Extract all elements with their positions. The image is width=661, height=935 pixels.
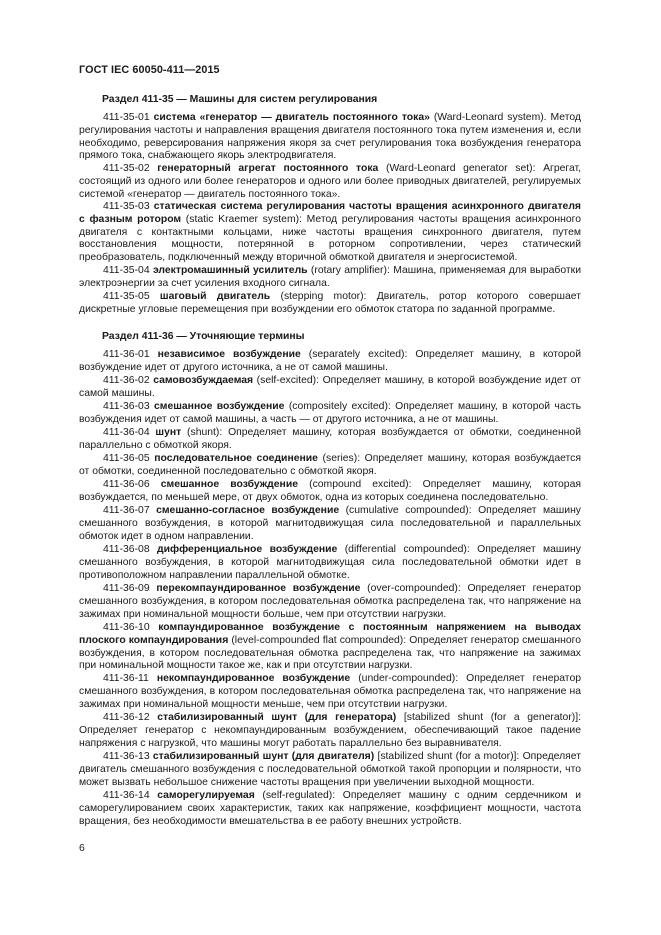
entry-text: (self-excited): Определяет машину, в которой возбуждение идет от самой машины.	[79, 375, 581, 399]
entry-term: стабилизированный шунт (для генератора)	[157, 712, 397, 723]
entry-term: саморегулируемая	[157, 790, 255, 801]
entry-text: [stabilized shunt (for a generator)]: Определяет генератор с некомпаундированным возбуждением, обеспечивающий такое падение напряжения с нагрузкой, что машины могут работать параллельно без выравнивателя.	[79, 712, 581, 749]
entry-number: 411-36-12	[103, 712, 150, 723]
entry-term: электромашинный усилитель	[152, 265, 308, 276]
entry-term: статическая система регулирования частоты вращения асинхронного двигателя с фазным ротором	[79, 201, 581, 225]
entry-number: 411-36-03	[103, 401, 150, 412]
entry-number: 411-36-11	[103, 673, 149, 684]
entry-number: 411-36-05	[103, 453, 150, 464]
entry-411-36-14	[79, 790, 581, 828]
entry-text: (Ward-Leonard generator set): Агрегат, состоящий из одного или более генераторов и одного или более приводных двигателей, регулируемых системой «генератор — двигатель постоянного тока».	[79, 163, 581, 200]
entry-411-36-02	[79, 375, 581, 401]
entry-411-36-07	[79, 505, 581, 543]
entry-text: (shunt): Определяет машину, которая возбуждается от обмотки, соединенной параллельно с обмоткой якоря.	[79, 427, 582, 451]
document-header: ГОСТ IEC 60050-411—2015	[79, 64, 220, 76]
entry-number: 411-36-10	[103, 622, 150, 633]
entry-411-36-03	[79, 401, 581, 427]
entry-term: смешанно-согласное возбуждение	[156, 505, 340, 516]
entry-term: самовозбуждаемая	[153, 375, 254, 386]
entry-text: (rotary amplifier): Машина, применяемая для выработки электроэнергии за счет усиления входного сигнала.	[79, 265, 582, 289]
entry-number: 411-36-08	[103, 544, 150, 555]
entry-term: некомпаундированное возбуждение	[156, 673, 351, 684]
entry-term: компаундированное возбуждение с постоянным напряжением на выводах плоского компаундирования	[79, 622, 581, 646]
entry-term: стабилизированный шунт (для двигателя)	[152, 751, 375, 762]
entry-term: система «генератор — двигатель постоянного тока»	[153, 112, 430, 123]
entry-number: 411-36-02	[103, 375, 150, 386]
entry-text: (over-compounded): Определяет генератор смешанного возбуждения, в котором последовательная обмотка распределена так, что напряжение на зажимах при номинальной мощности больше, чем при отсутствии нагрузки.	[79, 583, 581, 620]
entry-number: 411-36-06	[103, 479, 150, 490]
entry-text: (differential compounded): Определяет машину смешанного возбуждения, в которой магнитодвижущая сила последовательной обмотки идет в противоположном направлении параллельной обмотке.	[79, 544, 581, 581]
entry-text: (static Kraemer system): Метод регулирования частоты вращения асинхронного двигателя с контактными кольцами, ниже частоты вращения синхронного двигателя, путем восстановления мощности, потерянной в роторном сопротивлении, через статический преобразователь, подключенный между вторичной обмоткой двигателя и энергосистемой.	[79, 213, 581, 264]
entry-number: 411-35-01	[103, 112, 150, 123]
entry-term: смешанное возбуждение	[153, 401, 285, 412]
entry-term: смешанное возбуждение	[160, 479, 298, 490]
entry-411-35-02	[79, 163, 581, 201]
entry-411-36-01	[79, 349, 581, 375]
entry-411-36-12	[79, 712, 581, 750]
entry-number: 411-36-13	[103, 751, 150, 762]
entry-number: 411-35-02	[103, 163, 150, 174]
entry-411-36-13	[79, 751, 581, 789]
entry-411-35-03	[79, 201, 581, 265]
entry-term: дифференциальное возбуждение	[157, 544, 338, 555]
entry-text: (series): Определяет машину, которая возбуждается от обмотки, соединенной последовательно с обмоткой якоря.	[79, 453, 581, 477]
entry-411-36-10	[79, 622, 581, 673]
entry-411-36-09	[79, 583, 581, 621]
entry-text: (compound excited): Определяет машину, которая возбуждается, по меньшей мере, от двух обмоток, одна из которых соединена последовательно.	[79, 479, 581, 503]
entry-text: (self-regulated): Определяет машину с одним сердечником и саморегулированием своих характеристик, таких как напряжение, коэффициент мощности, частота вращения, без необходимости вмешательства в ее работу внешних устройств.	[79, 790, 581, 827]
entry-number: 411-35-05	[103, 291, 150, 302]
entry-term: последовательное соединение	[154, 453, 318, 464]
entry-text: (under-compounded): Определяет генератор смешанного возбуждения, в котором последовательная обмотка распределена так, что напряжение на зажимах при номинальной мощности меньше, чем при отсутствии нагрузки.	[79, 673, 582, 710]
section-heading-411-35: Раздел 411-35 — Машины для систем регулирования	[102, 94, 378, 105]
entry-411-35-01	[79, 112, 581, 163]
entry-411-35-04	[79, 265, 581, 291]
entry-number: 411-36-01	[103, 349, 150, 360]
entry-term: шунт	[155, 427, 182, 438]
entry-term: генераторный агрегат постоянного тока	[157, 163, 379, 174]
entry-number: 411-36-09	[103, 583, 150, 594]
entry-number: 411-35-04	[103, 265, 150, 276]
entry-term: шаговый двигатель	[159, 291, 271, 302]
entry-411-36-05	[79, 453, 581, 479]
entry-411-36-06	[79, 479, 581, 505]
entry-number: 411-36-07	[103, 505, 150, 516]
entry-text: (separately excited): Определяет машину, в которой возбуждение идет от другого источника, а не от самой машины.	[79, 349, 581, 373]
entry-text: (cumulative compounded): Определяет машину смешанного возбуждения, в которой магнитодвижущая сила последовательной и параллельных обмоток идет в одном направлении.	[79, 505, 581, 542]
entry-number: 411-36-04	[103, 427, 150, 438]
entry-text: (Ward-Leonard system). Метод регулирования частоты и направления вращения двигателя постоянного тока путем изменения и, если необходимо, реверсирования напряжения якоря за счет регулирования тока возбуждения генератора прямого тока, снабжающего якорь электродвигателя.	[79, 112, 581, 162]
entry-text: [stabilized shunt (for a motor)]: Определяет двигатель смешанного возбуждения с последовательной обмоткой такой пропорции и полярности, что может вызвать небольшое снижение частоты вращения при увеличении выходной мощности.	[79, 751, 581, 788]
entry-number: 411-35-03	[103, 201, 150, 212]
entry-text: (level-compounded flat compounded): Определяет генератор смешанного возбуждения, в котором последовательная обмотка распределена так, что напряжение на зажимах при номинальной мощности такое же, как и при отсутствии нагрузки.	[79, 634, 581, 672]
entry-411-35-05	[79, 291, 581, 317]
entry-term: перекомпаундированное возбуждение	[156, 583, 361, 594]
entry-term: независимое возбуждение	[157, 349, 301, 360]
entry-411-36-08	[79, 544, 581, 582]
entry-411-36-11	[79, 673, 581, 711]
entry-number: 411-36-14	[103, 790, 150, 801]
entry-411-36-04	[79, 427, 581, 453]
section-heading-411-36: Раздел 411-36 — Уточняющие термины	[102, 331, 305, 342]
page-number: 6	[79, 843, 85, 854]
entry-text: (stepping motor): Двигатель, ротор которого совершает дискретные угловые перемещения при возбуждении его обмоток статора по заданной программе.	[79, 291, 581, 315]
entry-text: (compositely excited): Определяет машину, в которой часть возбуждения идет от самой машины, а часть — от другого источника, а не от машины.	[79, 401, 581, 425]
